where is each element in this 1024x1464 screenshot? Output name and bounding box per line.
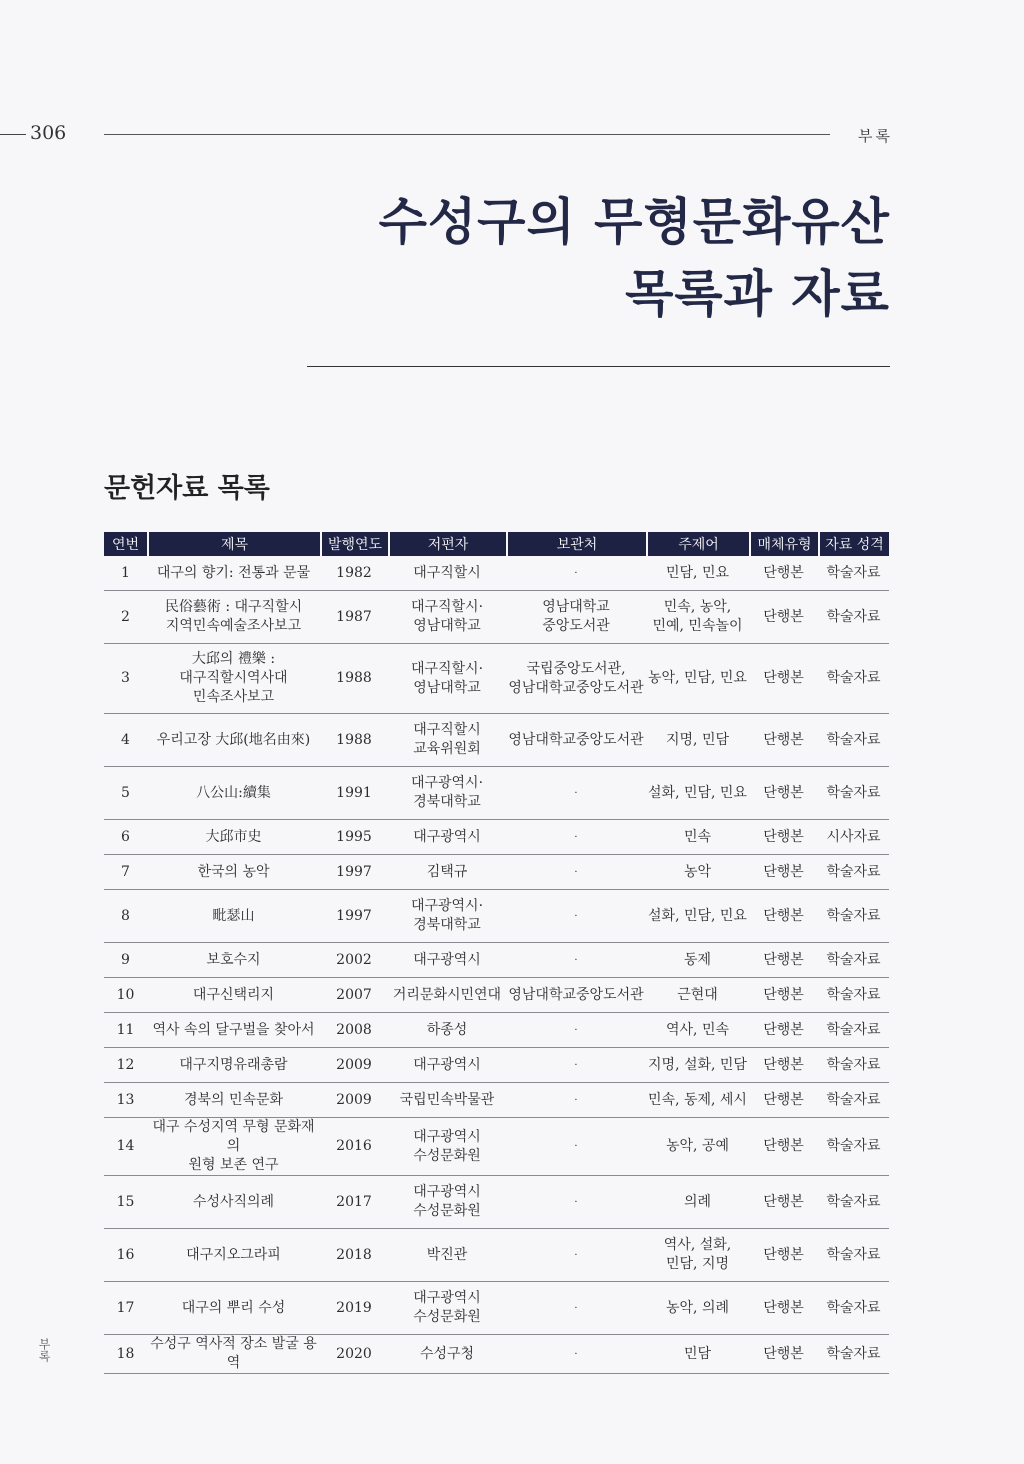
cell-no: 2 bbox=[104, 591, 147, 644]
section-tag: 부록 bbox=[858, 127, 893, 145]
header-rule bbox=[104, 134, 830, 135]
cell-year: 2007 bbox=[320, 978, 388, 1013]
cell-no: 14 bbox=[104, 1118, 147, 1176]
cell-keywords: 민속 bbox=[646, 820, 749, 855]
cell-title: 대구지오그라피 bbox=[147, 1229, 320, 1282]
cell-title: 大邱의 禮樂 : 대구직할시역사대 민속조사보고 bbox=[147, 644, 320, 714]
cell-author: 대구광역시 bbox=[388, 820, 506, 855]
table-row bbox=[104, 1048, 889, 1083]
cell-media: 단행본 bbox=[749, 943, 818, 978]
cell-title: 民俗藝術 : 대구직할시 지역민속예술조사보고 bbox=[147, 591, 320, 644]
cell-title: 八公山:續集 bbox=[147, 767, 320, 820]
cell-title: 한국의 농악 bbox=[147, 855, 320, 890]
cell-author: 대구광역시 bbox=[388, 943, 506, 978]
cell-type: 학술자료 bbox=[818, 1335, 889, 1374]
table-row bbox=[104, 890, 889, 943]
table-row bbox=[104, 591, 889, 644]
cell-year: 1982 bbox=[320, 556, 388, 591]
cell-media: 단행본 bbox=[749, 1118, 818, 1176]
col-header-title: 제목 bbox=[147, 532, 320, 556]
cell-no: 10 bbox=[104, 978, 147, 1013]
cell-keywords: 지명, 설화, 민담 bbox=[646, 1048, 749, 1083]
cell-author: 대구광역시· 경북대학교 bbox=[388, 767, 506, 820]
cell-media: 단행본 bbox=[749, 556, 818, 591]
cell-year: 2016 bbox=[320, 1118, 388, 1176]
literature-table bbox=[104, 532, 889, 1374]
cell-type: 학술자료 bbox=[818, 1083, 889, 1118]
cell-holder: 영남대학교중앙도서관 bbox=[506, 714, 646, 767]
section-heading: 문헌자료 목록 bbox=[104, 473, 270, 504]
cell-type: 학술자료 bbox=[818, 978, 889, 1013]
cell-keywords: 근현대 bbox=[646, 978, 749, 1013]
cell-keywords: 민속, 동제, 세시 bbox=[646, 1083, 749, 1118]
cell-holder: · bbox=[506, 1282, 646, 1335]
cell-keywords: 농악, 공예 bbox=[646, 1118, 749, 1176]
cell-keywords: 민속, 농악, 민예, 민속놀이 bbox=[646, 591, 749, 644]
cell-keywords: 설화, 민담, 민요 bbox=[646, 767, 749, 820]
cell-type: 학술자료 bbox=[818, 767, 889, 820]
header-rule-left bbox=[0, 134, 26, 135]
cell-media: 단행본 bbox=[749, 767, 818, 820]
cell-type: 학술자료 bbox=[818, 1229, 889, 1282]
table-row bbox=[104, 978, 889, 1013]
cell-title: 대구지명유래총람 bbox=[147, 1048, 320, 1083]
cell-author: 대구광역시 수성문화원 bbox=[388, 1176, 506, 1229]
cell-media: 단행본 bbox=[749, 1176, 818, 1229]
cell-holder: 영남대학교중앙도서관 bbox=[506, 978, 646, 1013]
cell-holder: · bbox=[506, 943, 646, 978]
cell-title: 대구신택리지 bbox=[147, 978, 320, 1013]
table-row bbox=[104, 943, 889, 978]
col-header-media: 매체유형 bbox=[749, 532, 818, 556]
col-header-holder: 보관처 bbox=[506, 532, 646, 556]
cell-type: 학술자료 bbox=[818, 890, 889, 943]
cell-author: 대구광역시 수성문화원 bbox=[388, 1118, 506, 1176]
cell-title: 경북의 민속문화 bbox=[147, 1083, 320, 1118]
cell-type: 시사자료 bbox=[818, 820, 889, 855]
cell-title: 大邱市史 bbox=[147, 820, 320, 855]
cell-type: 학술자료 bbox=[818, 591, 889, 644]
cell-no: 6 bbox=[104, 820, 147, 855]
col-header-keywords: 주제어 bbox=[646, 532, 749, 556]
table-row bbox=[104, 1282, 889, 1335]
cell-keywords: 민담 bbox=[646, 1335, 749, 1374]
cell-keywords: 농악, 의례 bbox=[646, 1282, 749, 1335]
cell-author: 수성구청 bbox=[388, 1335, 506, 1374]
cell-type: 학술자료 bbox=[818, 943, 889, 978]
cell-media: 단행본 bbox=[749, 1229, 818, 1282]
cell-year: 2018 bbox=[320, 1229, 388, 1282]
cell-author: 대구직할시· 영남대학교 bbox=[388, 644, 506, 714]
table-row bbox=[104, 644, 889, 714]
cell-type: 학술자료 bbox=[818, 855, 889, 890]
title-line-1: 수성구의 무형문화유산 bbox=[378, 192, 890, 251]
cell-author: 대구직할시 bbox=[388, 556, 506, 591]
cell-keywords: 농악, 민담, 민요 bbox=[646, 644, 749, 714]
cell-keywords: 역사, 민속 bbox=[646, 1013, 749, 1048]
cell-no: 17 bbox=[104, 1282, 147, 1335]
cell-year: 2019 bbox=[320, 1282, 388, 1335]
cell-holder: · bbox=[506, 855, 646, 890]
title-line-2: 목록과 자료 bbox=[625, 264, 890, 323]
cell-title: 毗瑟山 bbox=[147, 890, 320, 943]
cell-no: 4 bbox=[104, 714, 147, 767]
cell-holder: · bbox=[506, 1176, 646, 1229]
cell-type: 학술자료 bbox=[818, 556, 889, 591]
cell-no: 15 bbox=[104, 1176, 147, 1229]
cell-holder: · bbox=[506, 767, 646, 820]
cell-holder: 국립중앙도서관, 영남대학교중앙도서관 bbox=[506, 644, 646, 714]
cell-year: 1997 bbox=[320, 890, 388, 943]
cell-no: 18 bbox=[104, 1335, 147, 1374]
cell-media: 단행본 bbox=[749, 1083, 818, 1118]
cell-year: 1991 bbox=[320, 767, 388, 820]
cell-media: 단행본 bbox=[749, 978, 818, 1013]
cell-title: 대구의 뿌리 수성 bbox=[147, 1282, 320, 1335]
cell-author: 대구광역시· 경북대학교 bbox=[388, 890, 506, 943]
cell-year: 1997 bbox=[320, 855, 388, 890]
cell-author: 대구직할시 교육위원회 bbox=[388, 714, 506, 767]
table-row bbox=[104, 1083, 889, 1118]
cell-author: 하종성 bbox=[388, 1013, 506, 1048]
cell-holder: · bbox=[506, 556, 646, 591]
cell-author: 대구광역시 bbox=[388, 1048, 506, 1083]
table-row bbox=[104, 714, 889, 767]
title-rule bbox=[307, 366, 890, 367]
table-row bbox=[104, 1229, 889, 1282]
cell-year: 1988 bbox=[320, 644, 388, 714]
cell-author: 대구직할시· 영남대학교 bbox=[388, 591, 506, 644]
cell-no: 12 bbox=[104, 1048, 147, 1083]
cell-media: 단행본 bbox=[749, 1335, 818, 1374]
cell-no: 13 bbox=[104, 1083, 147, 1118]
cell-type: 학술자료 bbox=[818, 1118, 889, 1176]
cell-title: 수성구 역사적 장소 발굴 용역 bbox=[147, 1335, 320, 1374]
col-header-year: 발행연도 bbox=[320, 532, 388, 556]
cell-media: 단행본 bbox=[749, 890, 818, 943]
cell-author: 국립민속박물관 bbox=[388, 1083, 506, 1118]
cell-no: 9 bbox=[104, 943, 147, 978]
page-title bbox=[379, 186, 890, 330]
cell-no: 16 bbox=[104, 1229, 147, 1282]
cell-keywords: 농악 bbox=[646, 855, 749, 890]
cell-title: 우리고장 大邱(地名由來) bbox=[147, 714, 320, 767]
cell-keywords: 동제 bbox=[646, 943, 749, 978]
cell-title: 역사 속의 달구벌을 찾아서 bbox=[147, 1013, 320, 1048]
cell-year: 1987 bbox=[320, 591, 388, 644]
cell-holder: · bbox=[506, 820, 646, 855]
cell-title: 대구 수성지역 무형 문화재의 원형 보존 연구 bbox=[147, 1118, 320, 1176]
table-row bbox=[104, 767, 889, 820]
cell-year: 2017 bbox=[320, 1176, 388, 1229]
cell-year: 2020 bbox=[320, 1335, 388, 1374]
cell-year: 2008 bbox=[320, 1013, 388, 1048]
cell-type: 학술자료 bbox=[818, 714, 889, 767]
cell-holder: · bbox=[506, 1118, 646, 1176]
cell-no: 8 bbox=[104, 890, 147, 943]
cell-no: 7 bbox=[104, 855, 147, 890]
cell-no: 11 bbox=[104, 1013, 147, 1048]
cell-holder: 영남대학교 중앙도서관 bbox=[506, 591, 646, 644]
cell-holder: · bbox=[506, 1048, 646, 1083]
col-header-author: 저편자 bbox=[388, 532, 506, 556]
cell-type: 학술자료 bbox=[818, 1176, 889, 1229]
cell-media: 단행본 bbox=[749, 820, 818, 855]
cell-holder: · bbox=[506, 890, 646, 943]
cell-year: 1995 bbox=[320, 820, 388, 855]
cell-type: 학술자료 bbox=[818, 1048, 889, 1083]
cell-keywords: 민담, 민요 bbox=[646, 556, 749, 591]
cell-media: 단행본 bbox=[749, 1282, 818, 1335]
cell-media: 단행본 bbox=[749, 855, 818, 890]
cell-year: 2009 bbox=[320, 1083, 388, 1118]
table-row bbox=[104, 820, 889, 855]
cell-type: 학술자료 bbox=[818, 644, 889, 714]
cell-title: 대구의 향기: 전통과 문물 bbox=[147, 556, 320, 591]
cell-holder: · bbox=[506, 1013, 646, 1048]
cell-author: 대구광역시 수성문화원 bbox=[388, 1282, 506, 1335]
table-row bbox=[104, 1335, 889, 1374]
cell-author: 거리문화시민연대 bbox=[388, 978, 506, 1013]
cell-keywords: 지명, 민담 bbox=[646, 714, 749, 767]
cell-title: 수성사직의례 bbox=[147, 1176, 320, 1229]
cell-type: 학술자료 bbox=[818, 1013, 889, 1048]
cell-author: 김택규 bbox=[388, 855, 506, 890]
table-row bbox=[104, 855, 889, 890]
cell-media: 단행본 bbox=[749, 591, 818, 644]
cell-year: 1988 bbox=[320, 714, 388, 767]
table-header-row bbox=[104, 532, 889, 556]
cell-holder: · bbox=[506, 1229, 646, 1282]
col-header-type: 자료 성격 bbox=[818, 532, 889, 556]
cell-media: 단행본 bbox=[749, 1013, 818, 1048]
cell-year: 2009 bbox=[320, 1048, 388, 1083]
cell-no: 3 bbox=[104, 644, 147, 714]
cell-holder: · bbox=[506, 1083, 646, 1118]
table-row bbox=[104, 556, 889, 591]
table-row bbox=[104, 1118, 889, 1176]
cell-holder: · bbox=[506, 1335, 646, 1374]
cell-media: 단행본 bbox=[749, 644, 818, 714]
cell-keywords: 설화, 민담, 민요 bbox=[646, 890, 749, 943]
cell-no: 1 bbox=[104, 556, 147, 591]
cell-author: 박진관 bbox=[388, 1229, 506, 1282]
cell-no: 5 bbox=[104, 767, 147, 820]
cell-type: 학술자료 bbox=[818, 1282, 889, 1335]
cell-year: 2002 bbox=[320, 943, 388, 978]
cell-keywords: 의례 bbox=[646, 1176, 749, 1229]
side-mark: 부록 bbox=[37, 1338, 51, 1362]
cell-title: 보호수지 bbox=[147, 943, 320, 978]
page-number: 306 bbox=[30, 122, 67, 144]
table-row bbox=[104, 1176, 889, 1229]
cell-media: 단행본 bbox=[749, 714, 818, 767]
col-header-no: 연번 bbox=[104, 532, 147, 556]
cell-media: 단행본 bbox=[749, 1048, 818, 1083]
table-row bbox=[104, 1013, 889, 1048]
cell-keywords: 역사, 설화, 민담, 지명 bbox=[646, 1229, 749, 1282]
